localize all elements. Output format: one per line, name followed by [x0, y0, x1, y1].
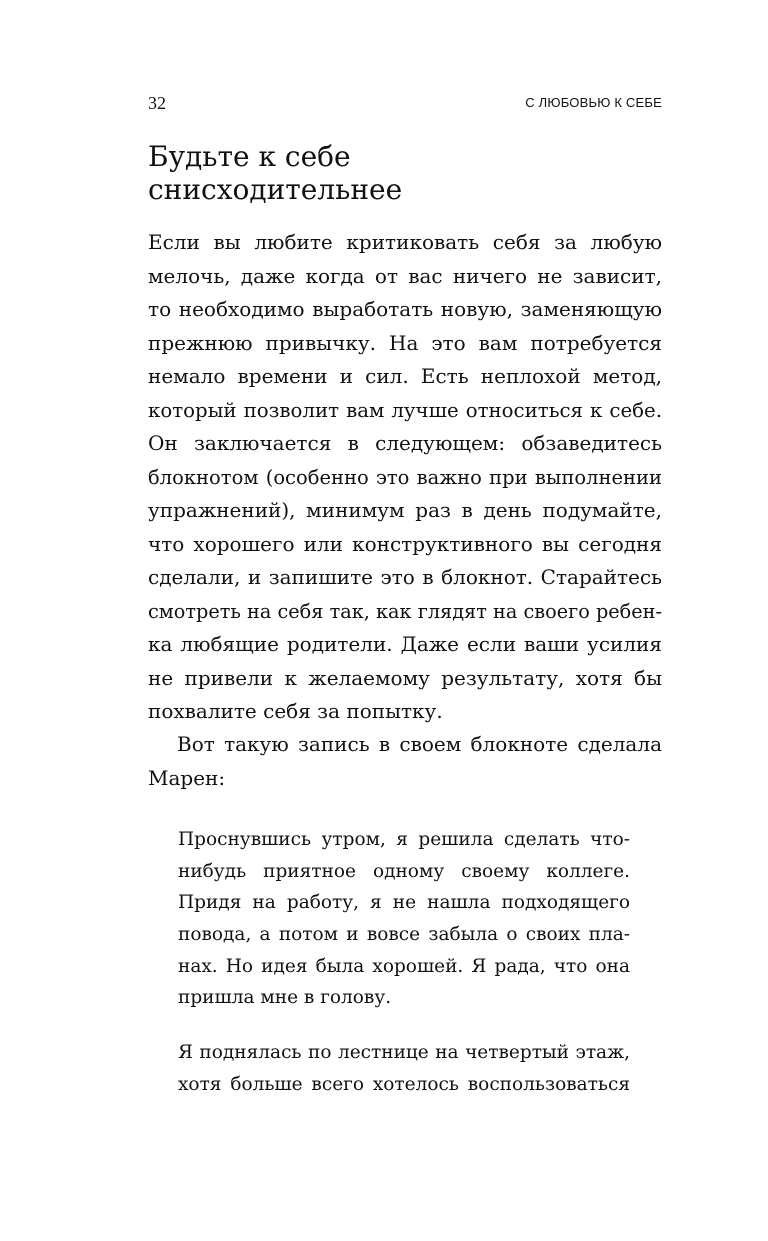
- quote-line: хотя больше всего хотелось воспользоваться: [178, 1073, 630, 1095]
- text-line: не привели к желаемому результату, хотя бы: [148, 665, 662, 690]
- quote-line: Придя на работу, я не нашла подходящего: [178, 892, 630, 914]
- text-line: Если вы любите критиковать себя за любую: [148, 230, 662, 254]
- quote-block-2: [178, 1037, 630, 1100]
- body-paragraph-2: [148, 728, 662, 795]
- running-head: [148, 92, 662, 114]
- quote-line: пришла мне в голову.: [178, 987, 392, 1009]
- text-line: похвалите себя за попытку.: [148, 699, 443, 723]
- text-line: сделали, и запишите это в блокнот. Старайтесь: [148, 565, 662, 589]
- text-line: ка любящие родители. Даже если ваши усилия: [148, 632, 662, 656]
- quote-line: повода, а потом и вовсе забыла о своих пла-: [178, 924, 630, 946]
- quote-line: нах. Но идея была хорошей. Я рада, что она: [178, 955, 630, 977]
- page-number: 32: [148, 93, 166, 113]
- section-heading: [148, 140, 662, 206]
- text-line: который позволит вам лучше относиться к себе.: [148, 398, 662, 422]
- text-line: блокнотом (особенно это важно при выполнении: [148, 465, 662, 489]
- text-line: мелочь, даже когда от вас ничего не зависит,: [148, 263, 662, 288]
- quote-line: нибудь приятное одному своему коллеге.: [178, 860, 630, 882]
- text-line: прежнюю привычку. На это вам потребуется: [148, 330, 662, 355]
- heading-line: Будьте к себе: [148, 140, 351, 173]
- heading-line: снисходительнее: [148, 173, 403, 206]
- text-line: смотреть на себя так, как глядят на своего ребен-: [148, 599, 662, 623]
- body-paragraph-1: [148, 226, 662, 729]
- text-line: Он заключается в следующем: обзаведитесь: [148, 431, 662, 455]
- quote-block-1: [178, 824, 630, 1014]
- text-line: упражнений), минимум раз в день подумайте,: [148, 498, 662, 522]
- chapter-title: С ЛЮБОВЬЮ К СЕБЕ: [525, 95, 662, 110]
- text-line: немало времени и сил. Есть неплохой метод,: [148, 364, 662, 388]
- text-line: Вот такую запись в своем блокноте сделала: [177, 732, 662, 756]
- text-line: что хорошего или конструктивного вы сегодня: [148, 531, 662, 556]
- quote-line: Я поднялась по лестнице на четвертый этаж,: [178, 1042, 630, 1063]
- quote-line: Проснувшись утром, я решила сделать что-: [178, 829, 630, 850]
- text-line: Марен:: [148, 765, 226, 790]
- text-line: то необходимо выработать новую, заменяющую: [148, 297, 662, 321]
